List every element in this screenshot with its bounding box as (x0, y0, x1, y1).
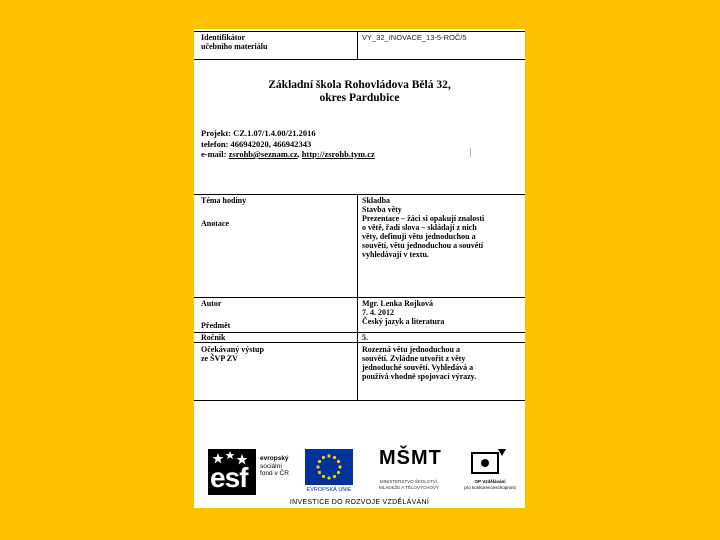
school-district: okres Pardubice (319, 92, 400, 104)
outcome-label-line-1: Očekávaný výstup (201, 345, 264, 354)
outcome-label-line-2: ze ŠVP ZV (201, 354, 238, 363)
msmt-letters: MŠMT (379, 447, 442, 469)
outcome-label (201, 345, 264, 363)
contact-separator: , (297, 149, 302, 159)
msmt-caption (369, 479, 449, 490)
identifier-label (201, 33, 267, 51)
annotation-line: věty, definují větu jednoduchou a (362, 232, 476, 241)
op-caption (458, 479, 522, 490)
outcome-line: Rozezná větu jednoduchou a (362, 345, 461, 354)
topic-annotation-cell (362, 196, 522, 259)
eu-logo (304, 449, 354, 495)
table-top-border (194, 194, 525, 195)
project-number: Projekt: CZ.1.07/1.4.00/21.2016 (201, 128, 316, 138)
outcome-value (362, 345, 522, 381)
author-label: Autor (201, 299, 222, 308)
annotation-line: o větě, řadí slova – skládají z nich (362, 223, 477, 232)
footer-slogan: INVESTICE DO ROZVOJE VZDĚLÁVÁNÍ (289, 499, 430, 506)
esf-caption-line-3: fond v ČR (260, 470, 289, 477)
row-divider-outcome (194, 342, 525, 343)
esf-letters: esf (210, 462, 248, 493)
school-title (194, 79, 525, 105)
email-link[interactable]: zsrohb@seznam.cz (228, 149, 298, 159)
topic-value: Skladba (362, 196, 391, 205)
op-caption-line-2: pro konkurenceschopnost (464, 484, 516, 490)
subject-value: Český jazyk a literatura (362, 317, 445, 326)
author-subject-cell (362, 299, 444, 326)
annotation-line: Prezentace – žáci si opakují znalosti (362, 214, 485, 223)
esf-mark (208, 449, 256, 495)
date-value: 7. 4. 2012 (362, 308, 394, 317)
email-label: e-mail: (201, 149, 229, 159)
outcome-line: používá vhodné spojovací výrazy. (362, 372, 477, 381)
author-value: Mgr. Lenka Rojková (362, 299, 434, 308)
esf-caption (260, 455, 289, 478)
school-name: Základní škola Rohovládova Bělá 32, (268, 79, 451, 91)
msmt-caption-line-2: MLÁDEŽE A TĚLOVÝCHOVY (379, 484, 439, 490)
contact-line (201, 149, 375, 160)
msmt-caption-line-1: MINISTERSTVO ŠKOLSTVÍ, (379, 479, 439, 484)
subject-label: Předmět (201, 321, 231, 330)
msmt-logo (369, 447, 449, 495)
text-cursor (470, 148, 471, 157)
row-divider-author (194, 297, 525, 298)
eu-caption: EVROPSKÁ UNIE (306, 487, 352, 493)
annotation-line: souvětí, větu jednoduchou a souvětí (362, 241, 484, 250)
grade-label: Ročník (201, 333, 226, 342)
identifier-label-line-2: učebního materiálu (201, 42, 268, 51)
header-divider (357, 31, 358, 59)
row-divider-grade (194, 332, 525, 333)
outcome-line: jednoduché souvětí. Vyhledává a (362, 363, 474, 372)
annotation-topic: Stavba věty (362, 205, 402, 214)
outcome-line: souvětí. Zvládne utvořit z věty (362, 354, 466, 363)
annotation-line: vyhledávají v textu. (362, 250, 429, 259)
esf-logo (208, 449, 298, 495)
op-logo (458, 447, 522, 495)
identifier-label-line-1: Identifikátor (201, 33, 245, 42)
topic-label: Téma hodiny (201, 196, 247, 205)
esf-caption-line-1: evropský (260, 455, 289, 462)
header-top-border (194, 31, 525, 32)
identifier-value: VY_32_INOVACE_13-5-ROČ/5 (362, 33, 467, 42)
eu-flag-icon (305, 449, 353, 485)
project-info (201, 128, 375, 160)
web-link[interactable]: http://zsrohb.tym.cz (301, 149, 375, 159)
phone-line: telefon: 466942020, 466942343 (201, 138, 312, 149)
header-bottom-border (194, 59, 525, 60)
op-emblem-icon (468, 447, 508, 477)
annotation-label: Anotace (201, 219, 229, 228)
table-bottom-border (194, 400, 525, 401)
grade-value: 5. (362, 333, 368, 342)
op-caption-line-1: OP Vzdělávání (474, 479, 506, 484)
document-page (194, 29, 525, 508)
esf-caption-line-2: sociální (260, 462, 283, 470)
